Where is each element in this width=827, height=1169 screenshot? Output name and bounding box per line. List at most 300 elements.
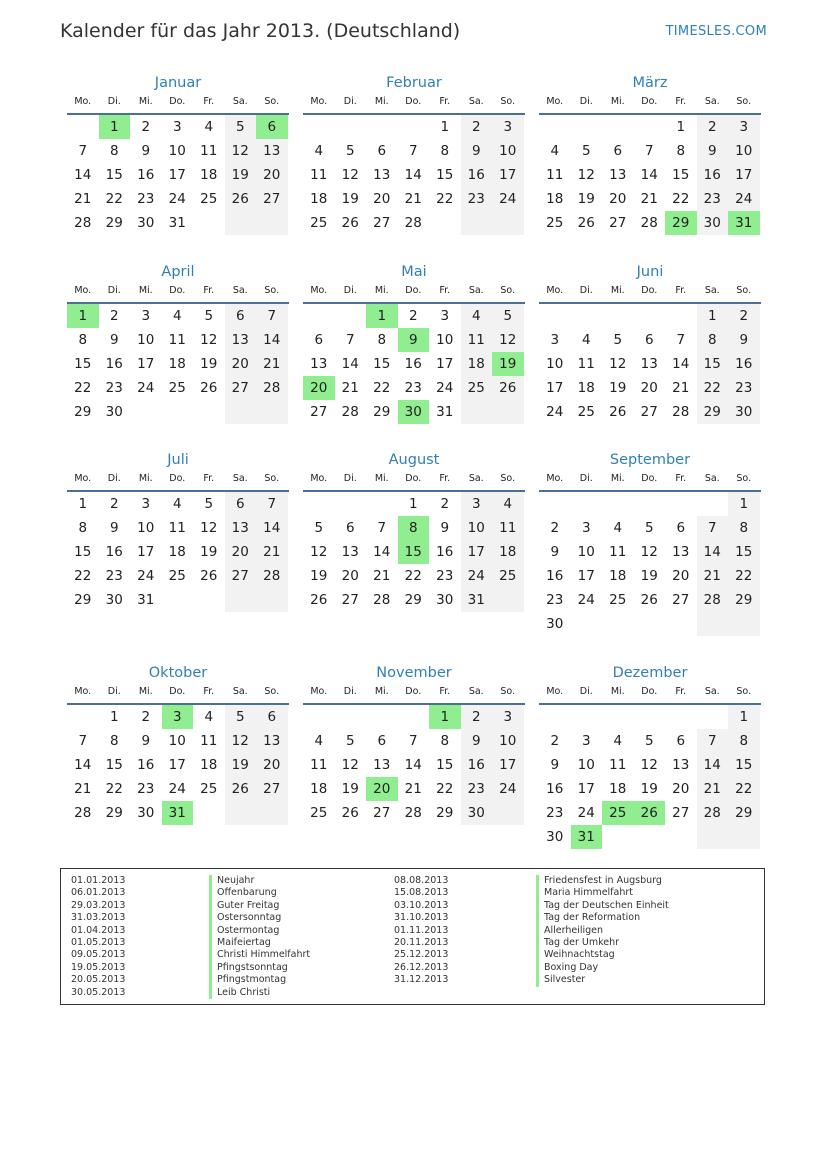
day-cell: 30 xyxy=(105,404,123,420)
day-cell: 8 xyxy=(676,143,686,159)
day-cell: 20 xyxy=(640,380,658,396)
empty-cell xyxy=(335,304,367,328)
day-cell: 9 xyxy=(728,328,760,352)
day-cell: 23 xyxy=(697,187,729,211)
day-cell: 3 xyxy=(492,115,524,139)
day-cell: 1 xyxy=(366,304,398,328)
legend-date: 01.05.2013 xyxy=(71,936,126,948)
day-cell: 21 xyxy=(672,380,690,396)
day-cell: 2 xyxy=(728,304,760,328)
weekday-label: Fr. xyxy=(439,473,451,484)
day-cell: 2 xyxy=(408,308,418,324)
day-cell: 3 xyxy=(141,308,151,324)
weekday-label: Do. xyxy=(641,473,658,484)
day-cell: 5 xyxy=(204,308,214,324)
day-cell: 21 xyxy=(404,781,422,797)
day-cell: 28 xyxy=(640,215,658,231)
empty-cell xyxy=(571,115,603,139)
day-cell: 21 xyxy=(697,777,729,801)
day-cell: 15 xyxy=(105,167,123,183)
weekday-label: Mi. xyxy=(138,473,153,484)
empty-cell xyxy=(303,492,335,516)
empty-cell xyxy=(602,492,634,516)
day-cell: 29 xyxy=(697,400,729,424)
day-cell: 6 xyxy=(676,733,686,749)
legend-date: 19.05.2013 xyxy=(71,961,126,973)
day-cell: 10 xyxy=(492,729,524,753)
weekday-label: Sa. xyxy=(704,285,720,296)
day-cell: 18 xyxy=(200,757,218,773)
day-cell: 20 xyxy=(225,540,257,564)
month-name: November xyxy=(376,665,452,681)
day-cell: 5 xyxy=(345,143,355,159)
day-cell: 22 xyxy=(74,568,92,584)
day-cell: 3 xyxy=(141,496,151,512)
day-cell: 7 xyxy=(697,516,729,540)
empty-cell xyxy=(697,825,729,849)
day-cell: 21 xyxy=(256,352,288,376)
legend-date: 20.05.2013 xyxy=(71,974,126,986)
day-cell: 8 xyxy=(377,332,387,348)
day-cell: 14 xyxy=(256,328,288,352)
day-cell: 22 xyxy=(728,564,760,588)
day-cell: 15 xyxy=(398,540,430,564)
day-cell: 7 xyxy=(78,143,88,159)
legend-holiday-name: Maifeiertag xyxy=(209,937,310,949)
day-cell: 13 xyxy=(256,139,288,163)
day-cell: 23 xyxy=(728,376,760,400)
empty-cell xyxy=(335,492,367,516)
day-cell: 16 xyxy=(546,568,564,584)
day-cell: 5 xyxy=(225,115,257,139)
day-cell: 7 xyxy=(78,733,88,749)
day-cell: 8 xyxy=(440,733,450,749)
day-cell: 16 xyxy=(137,167,155,183)
legend-date: 31.12.2013 xyxy=(394,974,449,986)
day-cell: 16 xyxy=(461,753,493,777)
day-cell: 12 xyxy=(640,544,658,560)
weekday-label: Di. xyxy=(579,686,593,697)
month-name: Januar xyxy=(154,75,202,91)
weekday-label: Fr. xyxy=(675,473,687,484)
day-cell: 29 xyxy=(728,801,760,825)
day-cell: 28 xyxy=(256,564,288,588)
empty-cell xyxy=(193,400,225,424)
empty-cell xyxy=(602,115,634,139)
empty-cell xyxy=(398,705,430,729)
day-cell: 21 xyxy=(74,781,92,797)
month-name: September xyxy=(609,452,691,468)
legend-holiday-name: Weihnachtstag xyxy=(536,949,669,961)
day-cell: 9 xyxy=(109,520,119,536)
day-cell: 26 xyxy=(577,215,595,231)
legend-date: 31.10.2013 xyxy=(394,912,449,924)
empty-cell xyxy=(256,400,288,424)
weekday-label: Mi. xyxy=(610,96,625,107)
day-cell: 23 xyxy=(546,592,564,608)
weekday-label: Mo. xyxy=(546,96,564,107)
day-cell: 18 xyxy=(310,781,328,797)
weekday-label: Fr. xyxy=(439,285,451,296)
weekday-label: Mo. xyxy=(74,96,92,107)
empty-cell xyxy=(665,825,697,849)
weekday-label: Fr. xyxy=(203,96,215,107)
empty-cell xyxy=(492,211,524,235)
day-cell: 22 xyxy=(672,191,690,207)
legend-date: 08.08.2013 xyxy=(394,875,449,886)
day-cell: 30 xyxy=(546,829,564,845)
day-cell: 14 xyxy=(341,356,359,372)
day-cell: 31 xyxy=(436,404,454,420)
month-7 xyxy=(67,449,289,612)
weekday-label: Mo. xyxy=(310,473,328,484)
legend-holiday-name: Christi Himmelfahrt xyxy=(209,949,310,961)
day-cell: 29 xyxy=(105,215,123,231)
legend-holiday-name: Tag der Reformation xyxy=(536,912,669,924)
day-cell: 9 xyxy=(440,520,450,536)
day-cell: 10 xyxy=(137,332,155,348)
empty-cell xyxy=(225,801,257,825)
day-cell: 12 xyxy=(200,520,218,536)
weekday-label: Sa. xyxy=(232,473,248,484)
day-cell: 29 xyxy=(74,404,92,420)
day-cell: 18 xyxy=(168,544,186,560)
legend-date: 06.01.2013 xyxy=(71,887,126,899)
legend-holiday-name: Ostermontag xyxy=(209,925,310,937)
weekday-label: So. xyxy=(500,686,516,697)
day-cell: 20 xyxy=(373,191,391,207)
day-cell: 28 xyxy=(74,805,92,821)
day-cell: 27 xyxy=(225,564,257,588)
day-cell: 8 xyxy=(728,516,760,540)
day-cell: 13 xyxy=(609,167,627,183)
day-cell: 24 xyxy=(492,187,524,211)
weekday-label: Do. xyxy=(169,285,186,296)
day-cell: 17 xyxy=(436,356,454,372)
day-cell: 29 xyxy=(74,592,92,608)
day-grid xyxy=(303,115,525,235)
empty-cell xyxy=(665,304,697,328)
day-cell: 18 xyxy=(609,568,627,584)
day-cell: 25 xyxy=(168,568,186,584)
day-cell: 7 xyxy=(676,332,686,348)
day-cell: 21 xyxy=(640,191,658,207)
day-cell: 22 xyxy=(105,191,123,207)
empty-cell xyxy=(461,211,493,235)
day-cell: 27 xyxy=(256,187,288,211)
empty-cell xyxy=(634,304,666,328)
day-grid xyxy=(303,705,525,825)
legend-date: 29.03.2013 xyxy=(71,899,126,911)
day-cell: 19 xyxy=(640,781,658,797)
empty-cell xyxy=(193,211,225,235)
weekday-label: Di. xyxy=(579,96,593,107)
day-cell: 20 xyxy=(341,568,359,584)
day-grid xyxy=(303,492,525,612)
weekday-label: Sa. xyxy=(468,96,484,107)
day-cell: 25 xyxy=(609,592,627,608)
weekday-label: Fr. xyxy=(675,686,687,697)
legend-holiday-name: Maria Himmelfahrt xyxy=(536,887,669,899)
day-cell: 26 xyxy=(225,187,257,211)
month-5 xyxy=(303,261,525,424)
day-cell: 24 xyxy=(137,568,155,584)
empty-cell xyxy=(398,115,430,139)
day-cell: 30 xyxy=(398,400,430,424)
empty-cell xyxy=(303,705,335,729)
day-cell: 22 xyxy=(404,568,422,584)
empty-cell xyxy=(492,400,524,424)
day-cell: 24 xyxy=(728,187,760,211)
weekday-label: Mi. xyxy=(138,285,153,296)
weekday-label: Do. xyxy=(169,96,186,107)
day-cell: 1 xyxy=(728,492,760,516)
legend-date: 25.12.2013 xyxy=(394,949,449,961)
day-cell: 26 xyxy=(310,592,328,608)
day-cell: 17 xyxy=(492,753,524,777)
day-cell: 25 xyxy=(310,805,328,821)
day-cell: 28 xyxy=(74,215,92,231)
empty-cell xyxy=(193,801,225,825)
day-cell: 19 xyxy=(492,352,524,376)
day-cell: 24 xyxy=(137,380,155,396)
day-cell: 17 xyxy=(461,540,493,564)
legend-date: 03.10.2013 xyxy=(394,899,449,911)
day-cell: 14 xyxy=(373,544,391,560)
day-cell: 24 xyxy=(436,380,454,396)
day-cell: 22 xyxy=(697,376,729,400)
day-cell: 6 xyxy=(377,733,387,749)
empty-cell xyxy=(256,211,288,235)
empty-cell xyxy=(366,705,398,729)
day-cell: 18 xyxy=(200,167,218,183)
weekday-label: Sa. xyxy=(468,285,484,296)
weekday-label: Mo. xyxy=(74,686,92,697)
day-cell: 25 xyxy=(200,781,218,797)
legend-date: 01.01.2013 xyxy=(71,875,126,886)
day-cell: 17 xyxy=(168,757,186,773)
day-cell: 1 xyxy=(697,304,729,328)
day-cell: 9 xyxy=(141,733,151,749)
day-cell: 2 xyxy=(461,115,493,139)
day-cell: 11 xyxy=(168,520,186,536)
legend-holiday-name: Silvester xyxy=(536,974,669,986)
empty-cell xyxy=(256,801,288,825)
month-8 xyxy=(303,449,525,612)
day-cell: 13 xyxy=(341,544,359,560)
day-cell: 28 xyxy=(404,805,422,821)
month-4 xyxy=(67,261,289,424)
day-cell: 17 xyxy=(577,568,595,584)
day-cell: 30 xyxy=(137,215,155,231)
day-cell: 2 xyxy=(141,709,151,725)
day-cell: 4 xyxy=(204,119,214,135)
day-cell: 16 xyxy=(137,757,155,773)
weekday-label: Fr. xyxy=(675,96,687,107)
brand-link[interactable]: TIMESLES.COM xyxy=(665,24,767,39)
weekday-label: So. xyxy=(500,285,516,296)
day-cell: 8 xyxy=(78,520,88,536)
day-cell: 10 xyxy=(577,757,595,773)
day-cell: 21 xyxy=(697,564,729,588)
day-cell: 28 xyxy=(404,215,422,231)
day-cell: 14 xyxy=(404,167,422,183)
day-cell: 29 xyxy=(373,404,391,420)
weekday-label: Fr. xyxy=(203,285,215,296)
empty-cell xyxy=(665,705,697,729)
day-cell: 2 xyxy=(109,496,119,512)
day-cell: 31 xyxy=(461,588,493,612)
day-grid xyxy=(67,705,289,825)
day-cell: 1 xyxy=(429,705,461,729)
day-cell: 3 xyxy=(550,332,560,348)
day-cell: 3 xyxy=(461,492,493,516)
day-cell: 16 xyxy=(546,781,564,797)
day-cell: 20 xyxy=(303,376,335,400)
day-cell: 1 xyxy=(440,119,450,135)
weekday-label: Mo. xyxy=(310,285,328,296)
day-cell: 21 xyxy=(256,540,288,564)
day-cell: 18 xyxy=(310,191,328,207)
day-cell: 19 xyxy=(577,191,595,207)
day-cell: 26 xyxy=(640,592,658,608)
day-cell: 11 xyxy=(310,167,328,183)
holiday-legend xyxy=(60,868,765,1005)
weekday-label: Do. xyxy=(641,285,658,296)
day-cell: 11 xyxy=(609,757,627,773)
day-cell: 9 xyxy=(141,143,151,159)
day-cell: 21 xyxy=(373,568,391,584)
day-cell: 15 xyxy=(105,757,123,773)
month-12 xyxy=(539,662,761,849)
day-cell: 11 xyxy=(200,733,218,749)
weekday-label: Fr. xyxy=(439,686,451,697)
weekday-label: Mi. xyxy=(138,96,153,107)
day-cell: 12 xyxy=(492,328,524,352)
legend-date: 20.11.2013 xyxy=(394,936,449,948)
day-cell: 4 xyxy=(613,733,623,749)
empty-cell xyxy=(634,825,666,849)
empty-cell xyxy=(634,612,666,636)
legend-date: 26.12.2013 xyxy=(394,961,449,973)
day-cell: 5 xyxy=(225,705,257,729)
day-cell: 18 xyxy=(609,781,627,797)
empty-cell xyxy=(303,115,335,139)
day-cell: 19 xyxy=(200,356,218,372)
day-cell: 14 xyxy=(640,167,658,183)
day-cell: 15 xyxy=(436,167,454,183)
day-cell: 23 xyxy=(105,568,123,584)
day-cell: 12 xyxy=(225,729,257,753)
day-cell: 28 xyxy=(373,592,391,608)
day-cell: 19 xyxy=(310,568,328,584)
legend-date: 01.11.2013 xyxy=(394,924,449,936)
day-cell: 17 xyxy=(728,163,760,187)
legend-holiday-name: Friedensfest in Augsburg xyxy=(536,875,669,887)
day-cell: 22 xyxy=(728,777,760,801)
day-cell: 12 xyxy=(341,757,359,773)
weekday-header xyxy=(539,283,761,304)
month-name: Oktober xyxy=(148,665,208,681)
empty-cell xyxy=(225,588,257,612)
day-cell: 6 xyxy=(256,115,288,139)
weekday-label: Di. xyxy=(343,473,357,484)
day-cell: 18 xyxy=(461,352,493,376)
month-11 xyxy=(303,662,525,825)
month-10 xyxy=(67,662,289,825)
day-grid xyxy=(303,304,525,424)
day-cell: 10 xyxy=(436,332,454,348)
empty-cell xyxy=(335,705,367,729)
weekday-header xyxy=(67,283,289,304)
empty-cell xyxy=(539,492,571,516)
day-cell: 2 xyxy=(550,733,560,749)
day-cell: 24 xyxy=(492,777,524,801)
weekday-label: Sa. xyxy=(232,285,248,296)
day-cell: 1 xyxy=(78,496,88,512)
day-cell: 4 xyxy=(204,709,214,725)
day-grid xyxy=(67,304,289,424)
day-cell: 2 xyxy=(697,115,729,139)
empty-cell xyxy=(366,492,398,516)
day-cell: 19 xyxy=(341,191,359,207)
day-cell: 5 xyxy=(314,520,324,536)
day-cell: 11 xyxy=(168,332,186,348)
legend-date: 09.05.2013 xyxy=(71,949,126,961)
day-cell: 30 xyxy=(461,801,493,825)
day-cell: 6 xyxy=(225,304,257,328)
day-cell: 17 xyxy=(137,544,155,560)
day-cell: 22 xyxy=(373,380,391,396)
day-cell: 27 xyxy=(373,215,391,231)
legend-holiday-name: Allerheiligen xyxy=(536,925,669,937)
day-cell: 24 xyxy=(461,564,493,588)
empty-cell xyxy=(162,588,194,612)
day-cell: 5 xyxy=(613,332,623,348)
empty-cell xyxy=(665,612,697,636)
month-name: Mai xyxy=(401,264,427,280)
day-cell: 23 xyxy=(137,781,155,797)
empty-cell xyxy=(303,304,335,328)
legend-holiday-name: Leib Christi xyxy=(209,987,310,999)
day-cell: 23 xyxy=(436,568,454,584)
weekday-label: Sa. xyxy=(468,686,484,697)
day-cell: 28 xyxy=(697,588,729,612)
weekday-label: Do. xyxy=(405,96,422,107)
day-cell: 17 xyxy=(168,167,186,183)
day-cell: 8 xyxy=(109,733,119,749)
day-cell: 27 xyxy=(341,592,359,608)
legend-date: 30.05.2013 xyxy=(71,986,126,998)
weekday-label: Do. xyxy=(641,686,658,697)
day-cell: 25 xyxy=(492,564,524,588)
day-cell: 20 xyxy=(609,191,627,207)
day-cell: 30 xyxy=(105,592,123,608)
day-cell: 1 xyxy=(408,496,418,512)
day-cell: 10 xyxy=(461,516,493,540)
day-cell: 24 xyxy=(168,191,186,207)
day-cell: 26 xyxy=(609,404,627,420)
day-cell: 13 xyxy=(373,757,391,773)
day-cell: 26 xyxy=(225,777,257,801)
day-cell: 3 xyxy=(492,705,524,729)
day-cell: 1 xyxy=(99,115,131,139)
day-cell: 14 xyxy=(404,757,422,773)
day-cell: 5 xyxy=(644,520,654,536)
day-cell: 16 xyxy=(697,163,729,187)
legend-date: 15.08.2013 xyxy=(394,887,449,899)
weekday-label: Mo. xyxy=(546,686,564,697)
